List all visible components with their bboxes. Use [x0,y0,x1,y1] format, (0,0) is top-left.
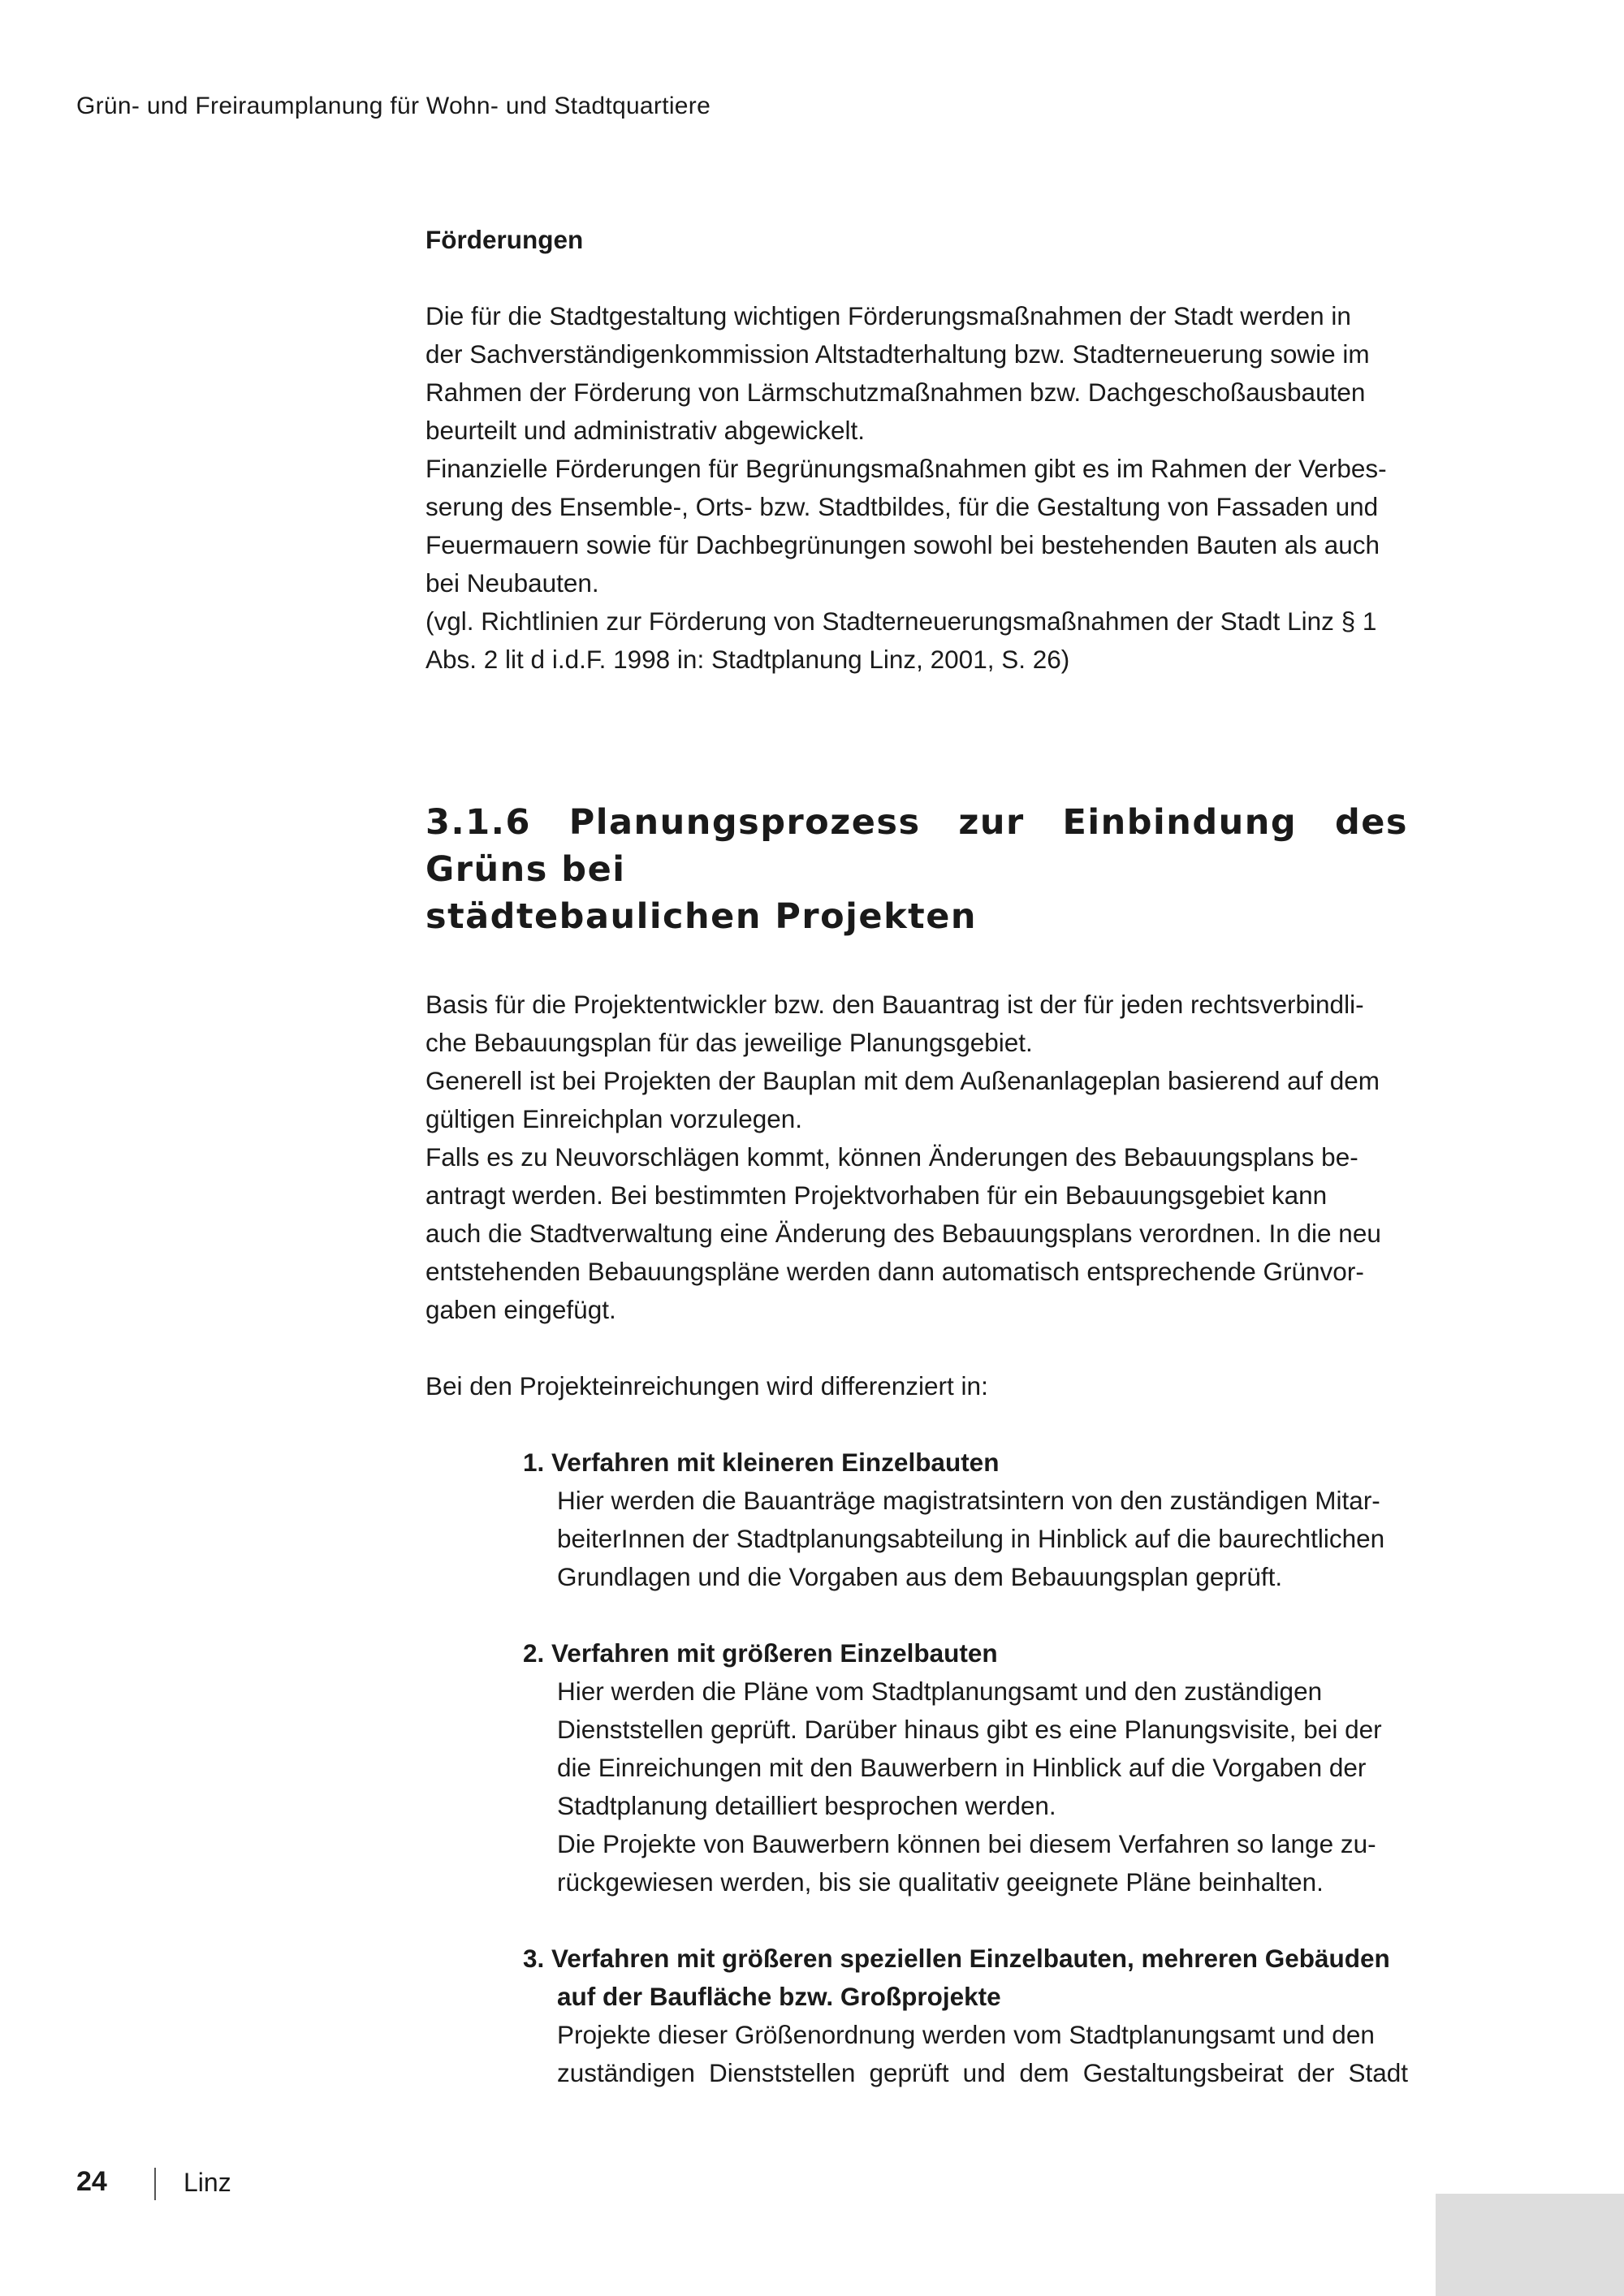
list-item [523,1940,1408,2092]
text-line: Hier werden die Bauanträge magistratsintern von den zuständigen Mitar- [557,1486,1380,1515]
list-item-title: 2. Verfahren mit größeren Einzelbauten [523,1638,998,1668]
paragraph-planungsprozess [425,986,1408,1329]
text-line: Die für die Stadtgestaltung wichtigen Förderungsmaßnahmen der Stadt werden in [425,301,1351,330]
procedure-list [523,1444,1408,2092]
text-line: bei Neubauten. [425,568,599,598]
text-line: Rahmen der Förderung von Lärmschutzmaßnahmen bzw. Dachgeschoßausbauten [425,378,1366,407]
text-line: Stadtplanung detailliert besprochen werden. [557,1791,1056,1820]
text-line: Generell ist bei Projekten der Bauplan mit dem Außenanlageplan basierend auf dem [425,1066,1380,1095]
text-line: gaben eingefügt. [425,1295,616,1324]
list-intro: Bei den Projekteinreichungen wird differenziert in: [425,1371,988,1400]
list-item [523,1634,1408,1901]
text-line: serung des Ensemble-, Orts- bzw. Stadtbildes, für die Gestaltung von Fassaden und [425,492,1379,521]
section-title-3-1-6-cont: städtebaulichen Projekten [425,896,977,937]
text-line: gültigen Einreichplan vorzulegen. [425,1104,803,1133]
text-line: Dienststellen geprüft. Darüber hinaus gibt es eine Planungsvisite, bei der [557,1715,1382,1744]
text-line: der Sachverständigenkommission Altstadterhaltung bzw. Stadterneuerung sowie im [425,339,1370,369]
text-line: che Bebauungsplan für das jeweilige Planungsgebiet. [425,1028,1033,1057]
list-item-title-line: auf der Baufläche bzw. Großprojekte [557,1982,1001,2011]
text-line: beurteilt und administrativ abgewickelt. [425,416,866,445]
text-line: Die Projekte von Bauwerbern können bei diesem Verfahren so lange zu- [557,1829,1376,1858]
text-line: beiterInnen der Stadtplanungsabteilung in Hinblick auf die baurechtlichen [557,1524,1385,1553]
text-line: auch die Stadtverwaltung eine Änderung des Bebauungsplans verordnen. In die neu [425,1219,1381,1248]
text-line: antragt werden. Bei bestimmten Projektvorhaben für ein Bebauungsgebiet kann [425,1180,1328,1210]
page-number: 24 [76,2166,107,2197]
section-title-3-1-6: 3.1.6 Planungsprozess zur Einbindung des Grüns bei [425,802,1408,890]
text-line: Hier werden die Pläne vom Stadtplanungsamt und den zuständigen [557,1677,1323,1706]
paragraph-foerderungen [425,297,1408,679]
text-line: Projekte dieser Größenordnung werden vom Stadtplanungsamt und den [557,2020,1375,2049]
text-line: die Einreichungen mit den Bauwerbern in Hinblick auf die Vorgaben der [557,1753,1367,1782]
footer-location: Linz [184,2168,231,2197]
section-heading-foerderungen: Förderungen [425,225,584,254]
footer-divider [154,2168,156,2200]
page-content [425,221,1408,2092]
text-line: Abs. 2 lit d i.d.F. 1998 in: Stadtplanung Linz, 2001, S. 26) [425,645,1070,674]
list-item-title-line: 3. Verfahren mit größeren speziellen Einzelbauten, mehreren Gebäuden [523,1944,1390,1973]
list-item-title: 1. Verfahren mit kleineren Einzelbauten [523,1448,1000,1477]
text-line: Feuermauern sowie für Dachbegrünungen sowohl bei bestehenden Bauten als auch [425,530,1380,559]
list-item-title [523,1940,1408,2016]
text-line: (vgl. Richtlinien zur Förderung von Stadterneuerungsmaßnahmen der Stadt Linz § 1 [425,606,1377,636]
text-line: Grundlagen und die Vorgaben aus dem Bebauungsplan geprüft. [557,1562,1283,1591]
text-line: Falls es zu Neuvorschlägen kommt, können Änderungen des Bebauungsplans be- [425,1142,1358,1172]
list-item [523,1444,1408,1596]
text-line: Basis für die Projektentwickler bzw. den Bauantrag ist der für jeden rechtsverbindli- [425,990,1364,1019]
text-line: zuständigen Dienststellen geprüft und dem Gestaltungsbeirat der Stadt [557,2058,1408,2087]
page-corner-tab [1436,2194,1624,2296]
running-header: Grün- und Freiraumplanung für Wohn- und Stadtquartiere [76,93,711,119]
text-line: rückgewiesen werden, bis sie qualitativ geeignete Pläne beinhalten. [557,1867,1324,1897]
text-line: Finanzielle Förderungen für Begrünungsmaßnahmen gibt es im Rahmen der Verbes- [425,454,1387,483]
text-line: entstehenden Bebauungspläne werden dann automatisch entsprechende Grünvor- [425,1257,1364,1286]
